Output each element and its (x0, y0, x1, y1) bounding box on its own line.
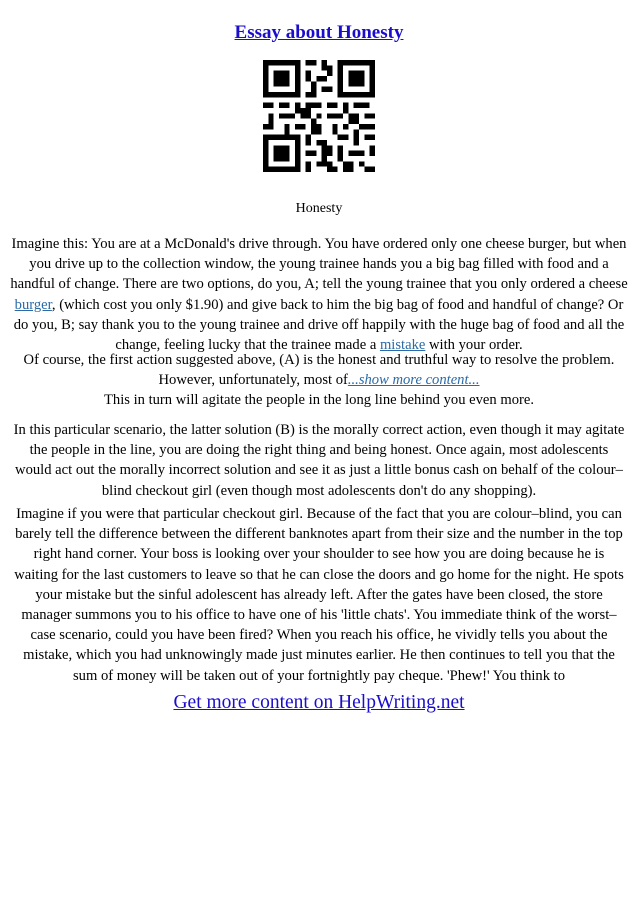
paragraph-1-text-a: Imagine this: You are at a McDonald's drive through. You have ordered only one cheese burger, but when you drive up to the collection window, the young trainee hands you a big bag filled with food and a handful of change. There are two options, do you, A; tell the young trainee that you only ordered a cheese (10, 236, 628, 293)
paragraph-1 (10, 234, 628, 355)
burger-link[interactable]: burger (14, 296, 52, 313)
paragraph-1-text-c: with your order. (425, 337, 523, 354)
get-more-content-link[interactable]: Get more content on HelpWriting.net (173, 692, 465, 713)
paragraph-2-text: Of course, the first action suggested above, (A) is the honest and truthful way to resolve the problem. However, unfortunately, most of (23, 352, 615, 389)
paragraph-4: Imagine if you were that particular checkout girl. Because of the fact that you are colour–blind, you can barely tell the difference between the different banknotes apart from their size and the number in the top right hand corner. Your boss is looking over your shoulder to see how you are doing because he is waiting for the last customers to leave so that he can close the doors and go home for the night. He spots your mistake but the sinful adolescent has already left. After the gates have been closed, the store manager summons you to his office to have one of his 'little chats'. You immediate think of the worst–case scenario, could you have been fired? When you reach his office, he vividly tells you about the mistake, which you had unknowingly made just minutes earlier. He then continues to tell you that the sum of money will be taken out of your fortnightly pay cheque. 'Phew!' You think to (14, 506, 624, 684)
paragraph-1-text-b: , (which cost you only $1.90) and give back to him the big bag of food and handful of change? Or do you, B; say thank you to the young trainee and drive off happily with the huge bag of food and all the change, feeling lucky that the trainee made a (13, 296, 625, 354)
paragraph-3: In this particular scenario, the latter solution (B) is the morally correct action, even though it may agitate the people in the line, you are doing the right thing and being honest. Once again, most adolescents would act out the morally incorrect solution and see it as just a little bonus cash on behalf of the colour–blind checkout girl (even though most adolescents don't do any shopping). (13, 422, 625, 499)
mistake-link[interactable]: mistake (379, 337, 426, 354)
essay-subtitle: Honesty (295, 201, 343, 216)
essay-title-link[interactable]: Essay about Honesty (234, 22, 404, 43)
essay-title (0, 22, 638, 44)
paragraph-2 (10, 350, 628, 411)
footer (0, 692, 638, 714)
qr-code-icon (263, 60, 375, 172)
show-more-content-link[interactable]: ...show more content... (347, 372, 480, 389)
paragraph-2-line-2: This in turn will agitate the people in the long line behind you even more. (103, 392, 534, 409)
